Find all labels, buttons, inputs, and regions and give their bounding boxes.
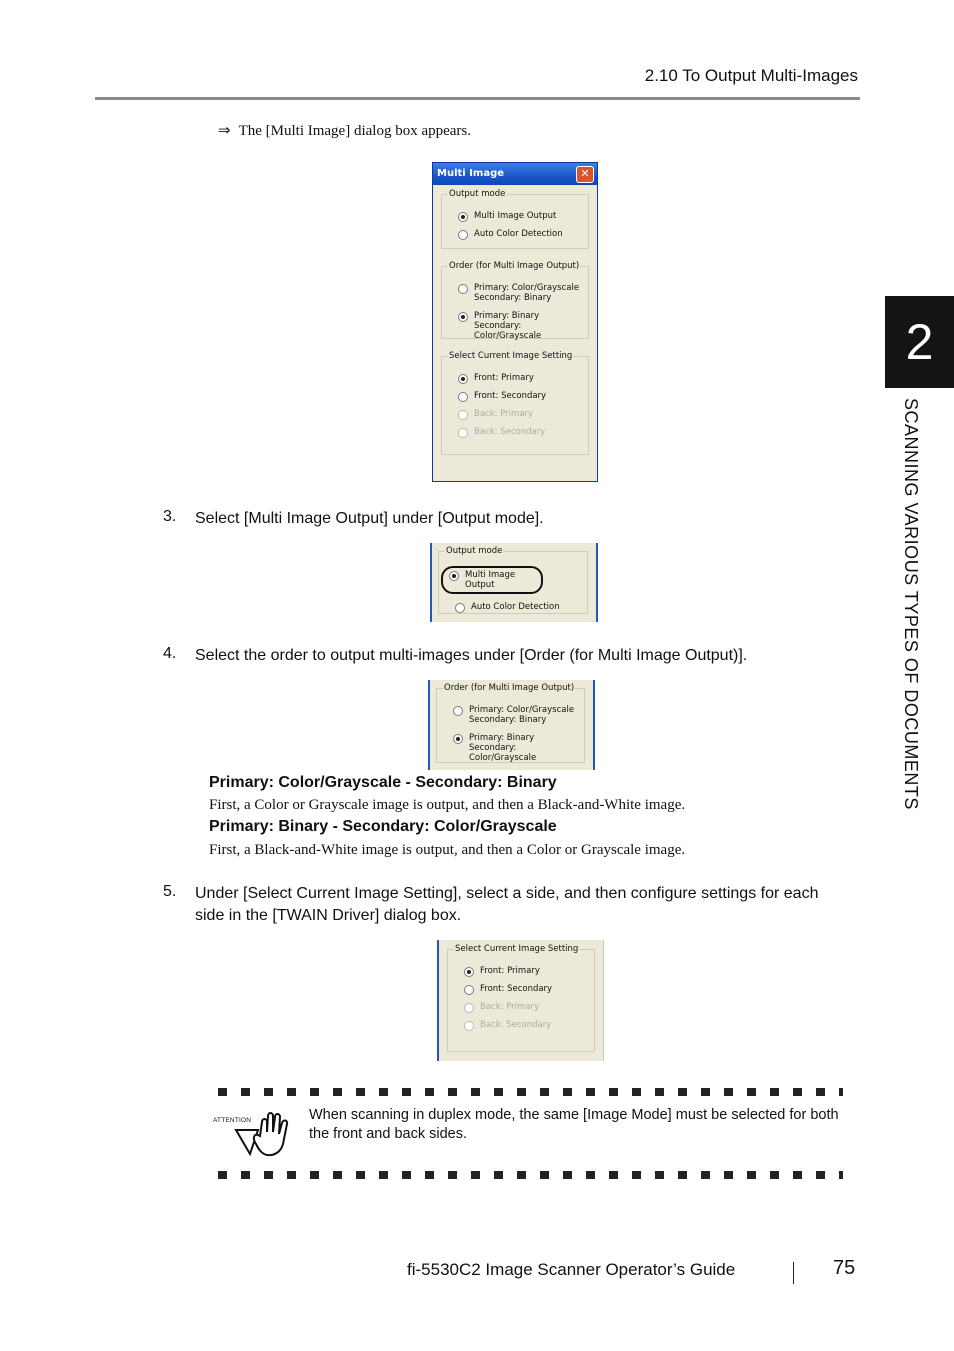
result-text: The [Multi Image] dialog box appears.: [238, 123, 472, 139]
current-setting-group: [447, 944, 595, 1052]
radio-auto-color-detection[interactable]: [455, 602, 581, 612]
option-label: Front: Primary: [474, 373, 534, 383]
option-label-secondary: Secondary: Color/Grayscale: [469, 743, 537, 763]
order-legend: Order (for Multi Image Output): [444, 683, 575, 693]
option-label: Primary: Binary: [469, 733, 535, 743]
result-line: [218, 121, 471, 140]
header-rule: [95, 97, 860, 100]
definition-desc-1: First, a Color or Grayscale image is output, and then a Black-and-White image.: [209, 797, 686, 813]
order-legend: Order (for Multi Image Output): [449, 261, 580, 271]
current-setting-crop: [437, 940, 604, 1061]
radio-front-secondary[interactable]: [458, 391, 582, 401]
radio-primary-binary-secondary-color[interactable]: [458, 311, 582, 341]
current-setting-legend: Select Current Image Setting: [455, 944, 579, 954]
option-label: Primary: Color/Grayscale: [474, 283, 580, 293]
option-label: Multi Image Output: [465, 570, 516, 590]
order-group: [441, 261, 589, 339]
footer-guide-title: fi-5530C2 Image Scanner Operator’s Guide: [407, 1260, 736, 1279]
radio-primary-color-secondary-binary[interactable]: [458, 283, 582, 303]
output-mode-legend: Output mode: [446, 546, 503, 556]
attention-top-divider: [218, 1088, 843, 1096]
order-crop: [428, 680, 595, 770]
implies-arrow-icon: ⇒: [218, 123, 231, 139]
footer-separator: [793, 1262, 794, 1284]
option-label: Multi Image Output: [474, 211, 557, 221]
step-number: 4.: [163, 645, 177, 662]
radio-icon[interactable]: [458, 392, 468, 402]
option-label: Back: Primary: [474, 409, 534, 419]
chapter-title: SCANNING VARIOUS TYPES OF DOCUMENTS: [901, 398, 921, 810]
radio-icon[interactable]: [464, 985, 474, 995]
radio-multi-image-output-highlighted[interactable]: [441, 566, 543, 594]
order-group: [436, 683, 585, 763]
chapter-title-vertical: [900, 398, 930, 898]
chapter-number-tab: 2: [885, 296, 954, 388]
radio-icon: [464, 1021, 474, 1031]
radio-icon: [464, 1003, 474, 1013]
step-number: 5.: [163, 883, 177, 900]
dialog-titlebar: [433, 163, 597, 185]
output-mode-legend: Output mode: [449, 189, 506, 199]
step-text: Under [Select Current Image Setting], select a side, and then configure settings for each side in the [TWAIN Driver] dialog box.: [195, 885, 819, 924]
radio-icon: [458, 410, 468, 420]
current-setting-legend: Select Current Image Setting: [449, 351, 573, 361]
option-label: Primary: Color/Grayscale: [469, 705, 575, 715]
radio-primary-binary-secondary-color[interactable]: [453, 733, 578, 763]
radio-back-primary: [458, 409, 582, 419]
definition-term-1: Primary: Color/Grayscale - Secondary: Binary: [209, 774, 557, 791]
attention-label: ATTENTION: [213, 1117, 252, 1124]
option-label: Auto Color Detection: [471, 602, 560, 612]
radio-icon[interactable]: [455, 603, 465, 613]
attention-text: When scanning in duplex mode, the same [Image Mode] must be selected for both the front and back sides.: [309, 1107, 839, 1142]
option-label: Front: Secondary: [480, 984, 553, 994]
page-number: 75: [833, 1257, 856, 1279]
step-text: Select [Multi Image Output] under [Output mode].: [195, 510, 544, 527]
radio-selected-icon[interactable]: [458, 212, 468, 222]
radio-selected-icon[interactable]: [464, 967, 474, 977]
radio-icon[interactable]: [453, 706, 463, 716]
option-label: Primary: Binary: [474, 311, 540, 321]
option-label-secondary: Secondary: Binary: [474, 293, 552, 303]
radio-selected-icon[interactable]: [458, 312, 468, 322]
radio-icon[interactable]: [458, 230, 468, 240]
output-mode-group: [441, 189, 589, 249]
radio-back-primary: [464, 1002, 588, 1012]
option-label: Front: Secondary: [474, 391, 547, 401]
multi-image-dialog: [432, 162, 598, 482]
option-label: Back: Secondary: [474, 427, 546, 437]
radio-selected-icon[interactable]: [449, 571, 459, 581]
output-mode-group: [438, 546, 588, 614]
radio-selected-icon[interactable]: [458, 374, 468, 384]
attention-hand-icon: [232, 1108, 292, 1158]
definition-term-2: Primary: Binary - Secondary: Color/Grayscale: [209, 818, 557, 835]
dialog-title: Multi Image: [437, 168, 505, 179]
current-setting-group: [441, 351, 589, 455]
radio-back-secondary: [464, 1020, 588, 1030]
radio-back-secondary: [458, 427, 582, 437]
option-label: Back: Primary: [480, 1002, 540, 1012]
step-number: 3.: [163, 508, 177, 525]
option-label-secondary: Secondary: Binary: [469, 715, 547, 725]
radio-front-primary[interactable]: [458, 373, 582, 383]
radio-front-primary[interactable]: [464, 966, 588, 976]
radio-icon: [458, 428, 468, 438]
radio-primary-color-secondary-binary[interactable]: [453, 705, 578, 725]
step-text: Select the order to output multi-images under [Order (for Multi Image Output)].: [195, 647, 748, 664]
option-label: Back: Secondary: [480, 1020, 552, 1030]
attention-bottom-divider: [218, 1171, 843, 1179]
option-label: Front: Primary: [480, 966, 540, 976]
output-mode-crop: [430, 543, 598, 622]
close-icon[interactable]: ✕: [576, 166, 594, 183]
radio-auto-color-detection[interactable]: [458, 229, 582, 239]
section-title: 2.10 To Output Multi-Images: [644, 66, 858, 85]
option-label: Auto Color Detection: [474, 229, 563, 239]
definition-desc-2: First, a Black-and-White image is output, and then a Color or Grayscale image.: [209, 842, 686, 858]
radio-front-secondary[interactable]: [464, 984, 588, 994]
option-label-secondary: Secondary: Color/Grayscale: [474, 321, 542, 341]
radio-multi-image-output[interactable]: [458, 211, 582, 221]
radio-icon[interactable]: [458, 284, 468, 294]
radio-selected-icon[interactable]: [453, 734, 463, 744]
